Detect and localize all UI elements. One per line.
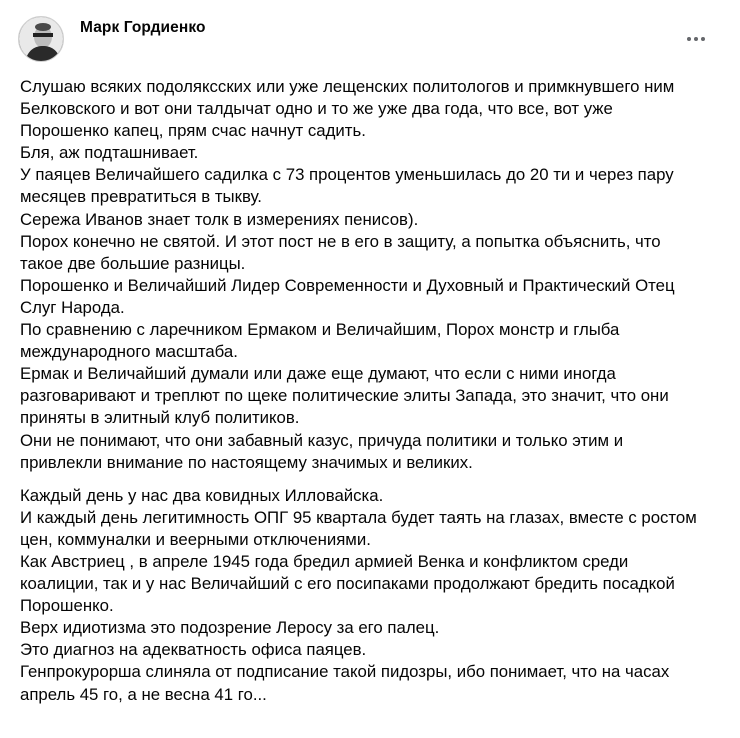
post-paragraph: Сережа Иванов знает толк в измерениях пенисов). — [20, 209, 419, 229]
post-paragraph: Генпрокурорша слиняла от подписание такой пидозры, ибо понимает, что на часах апрель 45 го, а не весна 41 го... — [20, 662, 670, 704]
author-name[interactable]: Марк Гордиенко — [80, 19, 206, 36]
post-paragraph: И каждый день легитимность ОПГ 95 квартала будет таять на глазах, вместе с ростом цен, коммуналки и веерными отключениями. — [20, 507, 697, 549]
post-paragraph: Бля, аж подташнивает. — [20, 143, 199, 163]
post-paragraph: Верх идиотизма это подозрение Леросу за его палец. — [20, 618, 440, 638]
post-paragraph: Ермак и Величайший думали или даже еще думают, что если с ними иногда разговаривают и треплют по щеке политические элиты Запада, это значит, что они приняты в элитный клуб политиков. — [20, 364, 669, 428]
post-paragraph: Порох конечно не святой. И этот пост не в его в защиту, а попытка объяснить, что такое две большие разницы. — [20, 231, 661, 273]
post-text — [20, 76, 720, 706]
post-header — [18, 12, 722, 62]
post-paragraph: Слушаю всяких подоляксских или уже лещенских политологов и примкнувшего ним Белковского и вот они талдычат одно и то же уже два года, что все, вот уже Порошенко капец, прям счас начнут садить. — [20, 77, 675, 141]
post-paragraph: Это диагноз на адекватность офиса паяцев. — [20, 640, 367, 660]
post-paragraph: По сравнению с ларечником Ермаком и Величайшим, Порох монстр и глыба международного масштаба. — [20, 320, 620, 362]
post-paragraph: Они не понимают, что они забавный казус, причуда политики и только этим и привлекли внимание по настоящему значимых и великих. — [20, 430, 624, 472]
dot — [694, 37, 698, 41]
dot — [687, 37, 691, 41]
paragraph-gap — [20, 474, 720, 485]
post-paragraph: Как Австриец , в апреле 1945 года бредил армией Венка и конфликтом среди коалиции, так и у нас Величайший с его посипаками продолжают бредить посадкой Порошенко. — [20, 551, 675, 616]
more-options-icon[interactable] — [678, 28, 714, 50]
dot — [701, 37, 705, 41]
post-paragraph: Порошенко и Величайший Лидер Современности и Духовный и Практический Отец Слуг Народа. — [20, 275, 675, 317]
post-paragraph: У паяцев Величайшего садилка с 73 процентов уменьшилась до 20 ти и через пару месяцев превратиться в тыкву. — [20, 165, 674, 207]
user-avatar-icon[interactable] — [18, 16, 64, 62]
post-paragraph: Каждый день у нас два ковидных Илловайска. — [20, 485, 384, 505]
